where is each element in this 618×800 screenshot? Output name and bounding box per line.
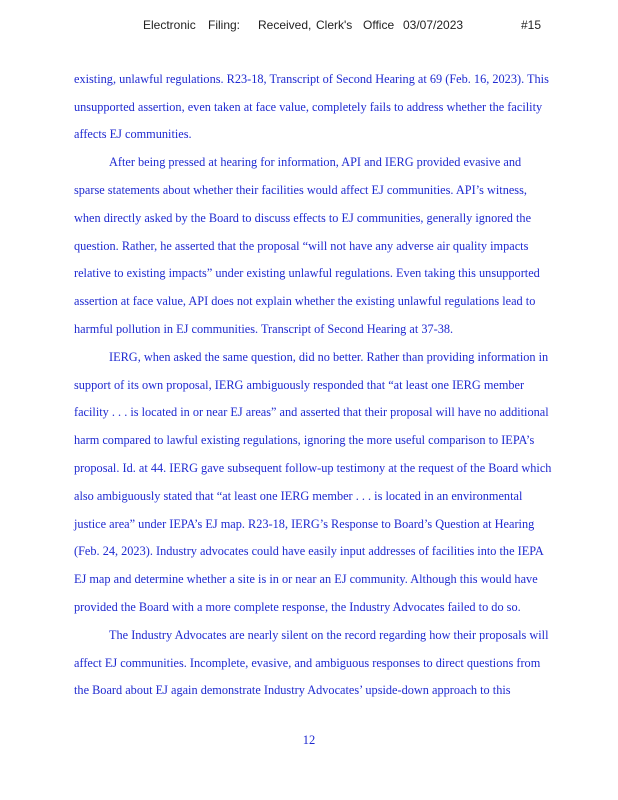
header-office: Office <box>363 18 395 32</box>
body-line: proposal. Id. at 44. IERG gave subsequent follow-up testimony at the request of the Board which <box>74 461 552 475</box>
body-line: IERG, when asked the same question, did no better. Rather than providing information in <box>109 350 549 364</box>
body-line: when directly asked by the Board to discuss effects to EJ communities, generally ignored the <box>74 211 532 225</box>
body-line: facility . . . is located in or near EJ areas” and asserted that their proposal will have no additional <box>74 405 549 419</box>
header-received: Received, <box>258 18 312 32</box>
body-line: justice area” under IEPA’s EJ map. R23-18, IERG’s Response to Board’s Question at Hearing <box>74 517 535 531</box>
body-line: also ambiguously stated that “at least one IERG member . . . is located in an environmental <box>74 489 523 503</box>
body-line: (Feb. 24, 2023). Industry advocates could have easily input addresses of facilities into the IEPA <box>74 544 544 558</box>
body-line: After being pressed at hearing for information, API and IERG provided evasive and <box>109 155 522 169</box>
body-line: sparse statements about whether their facilities would affect EJ communities. API’s witness, <box>74 183 527 197</box>
body-line: affects EJ communities. <box>74 127 192 141</box>
header-date: 03/07/2023 <box>403 18 464 32</box>
body-line: assertion at face value, API does not explain whether the existing unlawful regulations lead to <box>74 294 536 308</box>
body-line: existing, unlawful regulations. R23-18, Transcript of Second Hearing at 69 (Feb. 16, 2023). This <box>74 72 549 86</box>
body-line: question. Rather, he asserted that the proposal “will not have any adverse air quality impacts <box>74 239 529 253</box>
body-line: the Board about EJ again demonstrate Industry Advocates’ upside-down approach to this <box>74 683 511 697</box>
header-electronic: Electronic <box>143 18 196 32</box>
body-line: affect EJ communities. Incomplete, evasive, and ambiguous responses to direct questions from <box>74 656 541 670</box>
body-line: support of its own proposal, IERG ambiguously responded that “at least one IERG member <box>74 378 525 392</box>
body-line: EJ map and determine whether a site is in or near an EJ community. Although this would have <box>74 572 538 586</box>
header-filing: Filing: <box>208 18 241 32</box>
body-line: The Industry Advocates are nearly silent on the record regarding how their proposals will <box>109 628 549 642</box>
body-line: relative to existing impacts” under existing unlawful regulations. Even taking this unsupported <box>74 266 540 280</box>
body-line: harmful pollution in EJ communities. Transcript of Second Hearing at 37-38. <box>74 322 454 336</box>
header-number: #15 <box>521 18 542 32</box>
body-line: unsupported assertion, even taken at face value, completely fails to address whether the facility <box>74 100 543 114</box>
page-number: 12 <box>302 733 316 747</box>
body-line: provided the Board with a more complete response, the Industry Advocates failed to do so. <box>74 600 521 614</box>
body-line: harm compared to lawful existing regulations, ignoring the more useful comparison to IEPA’s <box>74 433 535 447</box>
header-clerks: Clerk's <box>316 18 353 32</box>
